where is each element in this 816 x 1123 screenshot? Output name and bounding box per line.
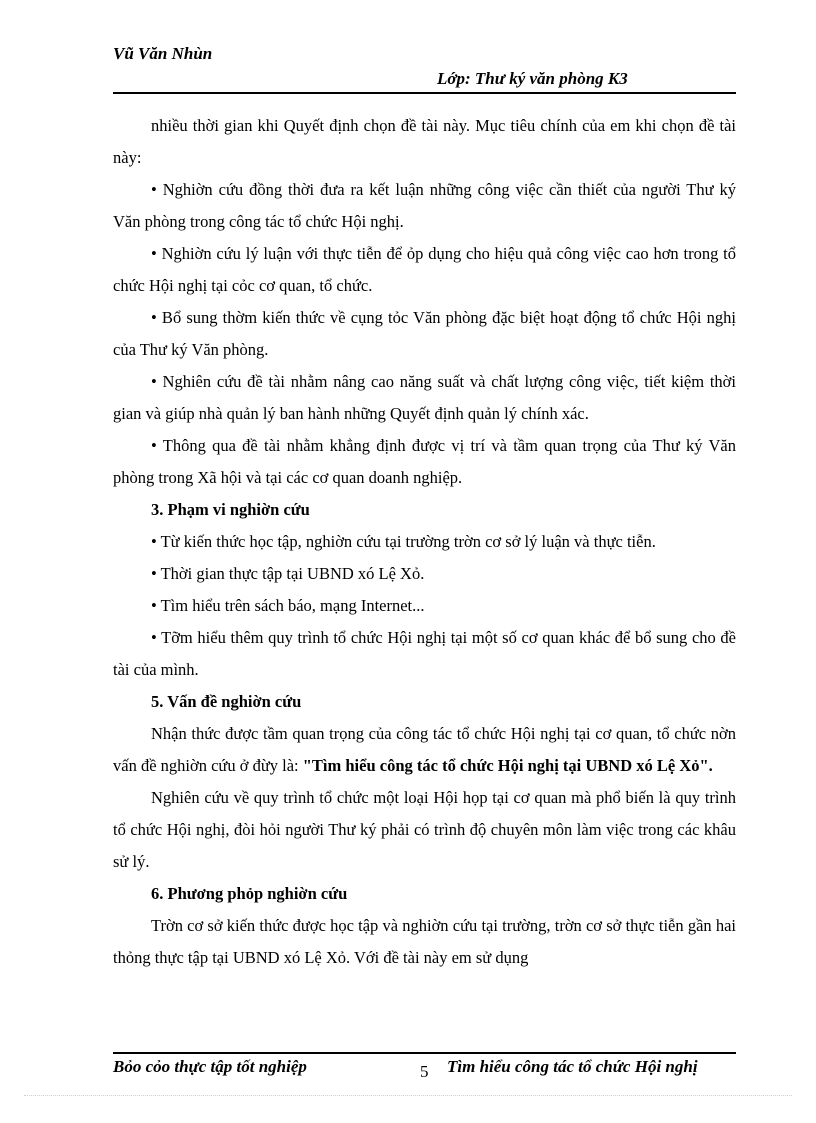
section-heading-5: 5. Vấn đề nghiờn cứu xyxy=(151,692,302,711)
paragraph-methodology: Trờn cơ sở kiến thức được học tập và nghiờn cứu tại trường, trờn cơ sở thực tiễn gần hai thỏng thực tập tại UBND xó Lệ Xỏ. Với đề tài này em sử dụng xyxy=(113,916,736,967)
header-rule xyxy=(113,92,736,94)
research-topic-title: "Tìm hiểu công tác tổ chức Hội nghị tại UBND xó Lệ Xỏ". xyxy=(302,756,713,775)
footer-topic-title: Tìm hiểu công tác tổ chức Hội nghị xyxy=(447,1057,698,1076)
bullet-objective-1: • Nghiờn cứu đồng thời đưa ra kết luận những công việc cần thiết của người Thư ký Văn phòng trong công tác tổ chức Hội nghị. xyxy=(113,180,736,231)
bullet-objective-5: • Thông qua đề tài nhằm khẳng định được vị trí và tầm quan trọng của Thư ký Văn phòng trong Xã hội và tại các cơ quan doanh nghiệp. xyxy=(113,436,736,487)
header-author: Vũ Văn Nhùn xyxy=(113,44,213,63)
paragraph-research-issue xyxy=(113,718,736,782)
footer-rule xyxy=(113,1052,736,1054)
bullet-objective-4: • Nghiên cứu đề tài nhằm nâng cao năng suất và chất lượng công việc, tiết kiệm thời gian và giúp nhà quản lý ban hành những Quyết định quản lý chính xác. xyxy=(113,372,736,423)
document-body xyxy=(113,110,736,974)
page-boundary xyxy=(24,1095,792,1096)
section-heading-3: 3. Phạm vi nghiờn cứu xyxy=(151,500,310,519)
bullet-objective-2: • Nghiờn cứu lý luận với thực tiễn để ỏp dụng cho hiệu quả công việc cao hơn trong tổ chức Hội nghị tại cỏc cơ quan, tổ chức. xyxy=(113,244,736,295)
research-issue-text: Nhận thức được tầm quan trọng của công tác tổ chức Hội nghị tại cơ quan, tổ chức nờn vấn đề nghiờn cứu ở đừy là: xyxy=(113,724,736,775)
section-heading-6: 6. Phương phỏp nghiờn cứu xyxy=(151,884,348,903)
paragraph-research-process: Nghiên cứu về quy trình tổ chức một loại Hội họp tại cơ quan mà phổ biến là quy trình tổ chức Hội nghị, đòi hỏi người Thư ký phải có trình độ chuyên môn làm việc trong các khâu sử lý. xyxy=(113,788,736,871)
bullet-scope-1: • Từ kiến thức học tập, nghiờn cứu tại trường trờn cơ sở lý luận và thực tiễn. xyxy=(151,532,656,551)
bullet-objective-3: • Bổ sung thờm kiến thức về cụng tỏc Văn phòng đặc biệt hoạt động tổ chức Hội nghị của Thư ký Văn phòng. xyxy=(113,308,736,359)
paragraph-intro: nhiều thời gian khi Quyết định chọn đề tài này. Mục tiêu chính của em khi chọn đề tài này: xyxy=(113,116,736,167)
bullet-scope-3: • Tìm hiểu trên sách báo, mạng Internet... xyxy=(151,596,425,615)
bullet-scope-4: • Tỡm hiểu thêm quy trình tổ chức Hội nghị tại một số cơ quan khác để bổ sung cho đề tài của mình. xyxy=(113,628,736,679)
footer-report-title: Bỏo cỏo thực tập tốt nghiệp xyxy=(113,1057,307,1076)
header-class: Lớp: Thư ký văn phòng K3 xyxy=(437,69,628,88)
bullet-scope-2: • Thời gian thực tập tại UBND xó Lệ Xỏ. xyxy=(151,564,425,583)
page-number: 5 xyxy=(420,1062,429,1081)
